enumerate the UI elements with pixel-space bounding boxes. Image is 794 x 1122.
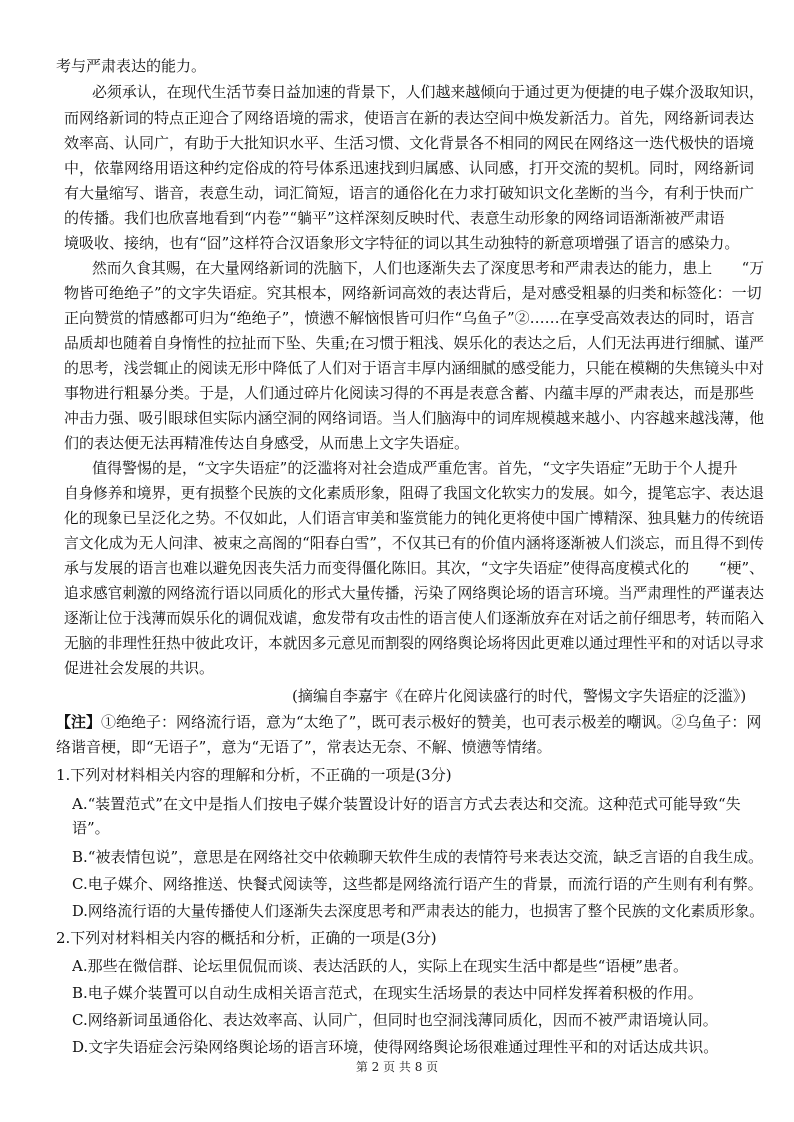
paragraph-1-line: 考与严肃表达的能力。 bbox=[56, 57, 207, 75]
question-2-option-a: A.那些在微信群、论坛里侃侃而谈、表达活跃的人，实际上在现实生活中都是些“语梗”患者。 bbox=[72, 957, 688, 975]
question-1-option-c: C.电子媒介、网络推送、快餐式阅读等，这些都是网络流行语产生的背景，而流行语的产生则有利有弊。 bbox=[72, 875, 763, 893]
paragraph-1-line: 境吸收、接纳，也有“囧”这样符合汉语象形文字特征的词以其生动独特的新意项增强了语言的感染力。 bbox=[64, 234, 740, 252]
paragraph-3-line: 言文化成为无人问津、被束之高阁的“阳春白雪”，不仅其已有的价值内涵将逐渐被人们淡忘，而且得不到传 bbox=[64, 534, 764, 552]
question-1-option-a: A.“装置范式”在文中是指人们按电子媒介装置设计好的语言方式去表达和交流。这种范式可能导致“失 bbox=[72, 795, 741, 813]
paragraph-2-line: 然而久食其赐，在大量网络新词的洗脑下，人们也逐渐失去了深度思考和严肃表达的能力，患上 “万 bbox=[92, 259, 764, 277]
page-number-footer: 第 2 页 共 8 页 bbox=[355, 1060, 439, 1074]
paragraph-2-line: 的思考，浅尝辄止的阅读无形中降低了人们对于语言丰厚内涵细腻的感受能力，只能在模糊的失焦镜头中对 bbox=[64, 359, 764, 377]
paragraph-1-line: 的传播。我们也欣喜地看到“内卷”“躺平”这样深刻反映时代、表意生动形象的网络词语渐渐被严肃语 bbox=[64, 209, 725, 227]
question-2-option-d: D.文字失语症会污染网络舆论场的语言环境，使得网络舆论场很难通过理性平和的对话达成共识。 bbox=[72, 1038, 719, 1056]
paragraph-3-line: 值得警惕的是，“文字失语症”的泛滥将对社会造成严重危害。首先，“文字失语症”无助于个人提升 bbox=[92, 459, 738, 477]
question-2-option-b: B.电子媒介装置可以自动生成相关语言范式，在现实生活场景的表达中同样发挥着积极的作用。 bbox=[72, 984, 703, 1002]
question-1-option-d: D.网络流行语的大量传播使人们逐渐失去深度思考和严肃表达的能力，也损害了整个民族的文化素质形象。 bbox=[72, 902, 764, 920]
paragraph-2-line: 冲击力强、吸引眼球但实际内涵空洞的网络词语。当人们脑海中的词库规模越来越小、内容越来越浅薄，他 bbox=[64, 409, 764, 427]
paragraph-3-line: 承与发展的语言也难以避免因丧失活力而变得僵化陈旧。其次，“文字失语症”使得高度模式化的 “梗”、 bbox=[64, 559, 764, 577]
paragraph-3-line: 化的现象已呈泛化之势。不仅如此，人们语言审美和鉴赏能力的钝化更将使中国广博精深、独具魅力的传统语 bbox=[64, 509, 764, 527]
paragraph-2-line: 正向赞赏的情感都可归为“绝绝子”，愤懑不解恼恨皆可归作“乌鱼子”②……在享受高效表达的同时，语言 bbox=[64, 309, 755, 327]
paragraph-3-line: 追求感官刺激的网络流行语以同质化的形式大量传播，污染了网络舆论场的语言环境。当严肃理性的严谨表达 bbox=[64, 584, 764, 602]
paragraph-1-line: 效率高、认同广，有助于大批知识水平、生活习惯、文化背景各不相同的网民在网络这一迭代极快的语境 bbox=[64, 134, 755, 152]
paragraph-2-line: 物皆可绝绝子”的文字失语症。究其根本，网络新词高效的表达背后，是对感受粗暴的归类和标签化：一切 bbox=[64, 284, 762, 302]
paragraph-1-line: 而网络新词的特点正迎合了网络语境的需求，使语言在新的表达空间中焕发新活力。首先，网络新词表达 bbox=[64, 109, 755, 127]
paragraph-2-line: 事物进行粗暴分类。于是，人们通过碎片化阅读习得的不再是表意含蓄、内蕴丰厚的严肃表达，而是那些 bbox=[64, 384, 755, 402]
paragraph-1-line: 必须承认，在现代生活节奏日益加速的背景下，人们越来越倾向于通过更为便捷的电子媒介汲取知识， bbox=[92, 83, 764, 101]
paragraph-3-line: 自身修养和境界，更有损整个民族的文化素质形象，阻碍了我国文化软实力的发展。如今，提笔忘字、表达退 bbox=[64, 484, 764, 502]
paragraph-3-line: 促进社会发展的共识。 bbox=[64, 659, 215, 677]
paragraph-1-line: 中，依靠网络用语这种约定俗成的符号体系迅速找到归属感、认同感，打开交流的契机。同时，网络新词 bbox=[64, 159, 755, 177]
note-text: ①绝绝子：网络流行语，意为“太绝了”，既可表示极好的赞美，也可表示极差的嘲讽。②乌鱼子：网 bbox=[101, 713, 762, 731]
question-1-stem: 1.下列对材料相关内容的理解和分析，不正确的一项是(3分) bbox=[56, 766, 452, 784]
paragraph-3-line: 逐渐让位于浅薄而娱乐化的调侃戏谑，愈发带有攻击性的语言使人们逐渐放弃在对话之前仔细思考，转而陷入 bbox=[64, 609, 764, 627]
question-1-option-b: B.“被表情包说”，意思是在网络社交中依赖聊天软件生成的表情符号来表达交流，缺乏言语的自我生成。 bbox=[72, 848, 764, 866]
note-line-1 bbox=[56, 712, 764, 732]
question-2-option-c: C.网络新词虽通俗化、表达效率高、认同广，但同时也空洞浅薄同质化，因而不被严肃语境认同。 bbox=[72, 1011, 718, 1029]
paragraph-1-line: 有大量缩写、谐音，表意生动，词汇简短，语言的通俗化在力求打破知识文化垄断的当今，有利于快而广 bbox=[64, 184, 755, 202]
paragraph-3-line: 无脑的非理性狂热中彼此攻讦，本就因多元意见而割裂的网络舆论场将因此更难以通过理性平和的对话以寻求 bbox=[64, 634, 764, 652]
note-tag: 【注】 bbox=[56, 713, 102, 731]
question-2-stem: 2.下列对材料相关内容的概括和分析，正确的一项是(3分) bbox=[56, 929, 437, 947]
question-1-option-a-cont: 语”。 bbox=[72, 819, 110, 837]
note-line-2: 络谐音梗，即“无语子”，意为“无语了”，常表达无奈、不解、愤懑等情绪。 bbox=[56, 738, 552, 756]
source-citation: (摘编自李嘉宇《在碎片化阅读盛行的时代，警惕文字失语症的泛滥》) bbox=[292, 687, 747, 705]
paragraph-2-line: 品质却也随着自身惰性的拉扯而下坠、失重;在习惯于粗浅、娱乐化的表达之后，人们无法再进行细腻、谨严 bbox=[64, 334, 764, 352]
paragraph-2-line: 们的表达便无法再精准传达自身感受，从而患上文字失语症。 bbox=[64, 434, 470, 452]
